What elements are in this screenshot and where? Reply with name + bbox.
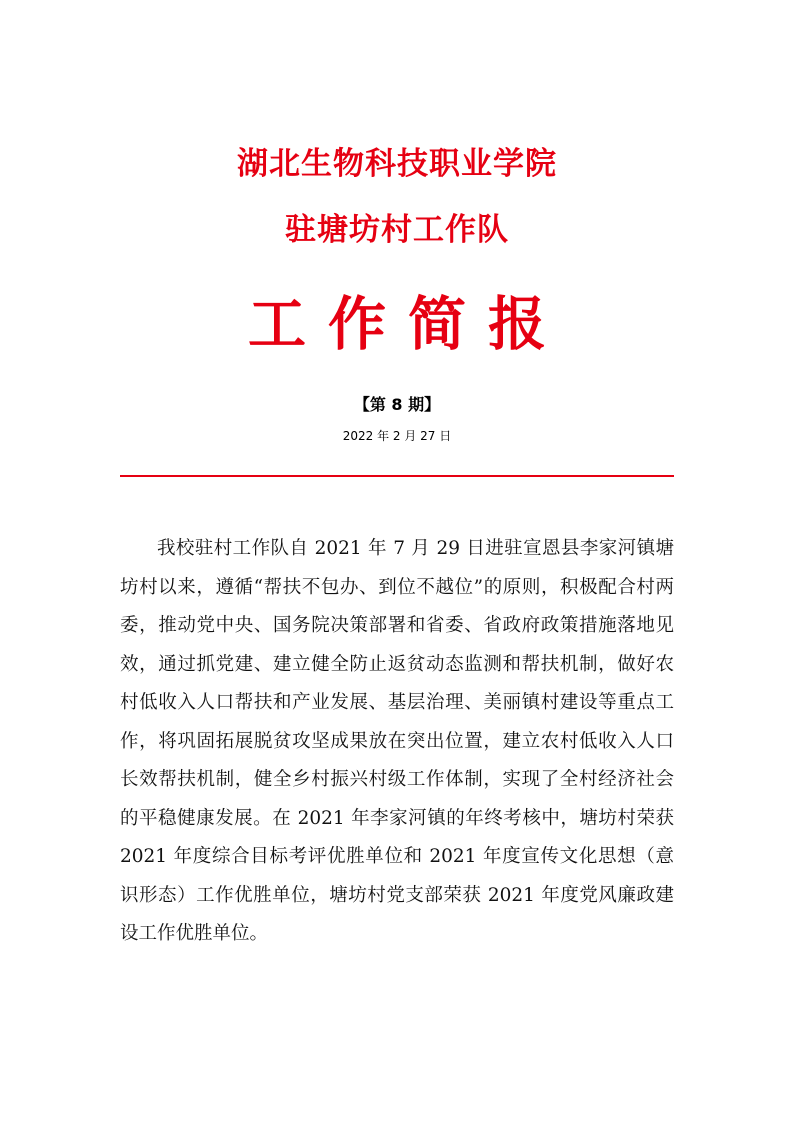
red-divider-line: [120, 475, 674, 477]
work-team-name: 驻塘坊村工作队: [285, 212, 509, 248]
body-paragraph: 我校驻村工作队自 2021 年 7 月 29 日进驻宣恩县李家河镇塘坊村以来，遵循“帮扶不包办、到位不越位”的原则，积极配合村两委，推动党中央、国务院决策部署和省委、省政府政策措施落地见效，通过抓党建、建立健全防止返贫动态监测和帮扶机制，做好农村低收入人口帮扶和产业发展、基层治理、美丽镇村建设等重点工作，将巩固拓展脱贫攻坚成果放在突出位置，建立农村低收入人口长效帮扶机制，健全乡村振兴村级工作体制，实现了全村经济社会的平稳健康发展。在 2021 年李家河镇的年终考核中，塘坊村荣获 2021 年度综合目标考评优胜单位和 2021 年度宣传文化思想（意识形态）工作优胜单位，塘坊村党支部荣获 2021 年度党风廉政建设工作优胜单位。: [120, 538, 674, 944]
organization-name: 湖北生物科技职业学院: [237, 146, 557, 182]
issue-number: 【第 8 期】: [353, 395, 441, 414]
issue-date: 2022 年 2 月 27 日: [342, 429, 452, 443]
brief-title: 工作简报: [247, 290, 568, 358]
